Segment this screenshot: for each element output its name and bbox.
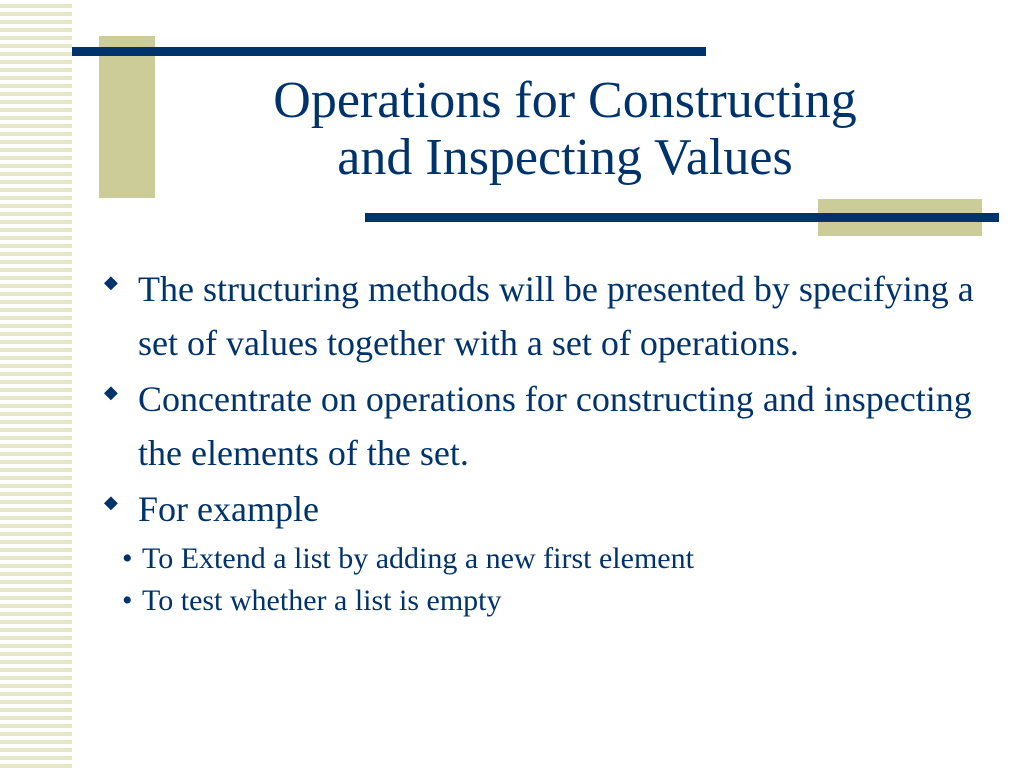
sub-bullet-item xyxy=(104,580,984,622)
bullet-text: Concentrate on operations for constructing and inspecting the elements of the set. xyxy=(138,379,972,473)
title-rule-bottom xyxy=(365,213,999,222)
sub-bullet-text: To Extend a list by adding a new first element xyxy=(142,542,694,575)
diamond-bullet-icon: ◆ xyxy=(104,382,118,402)
sub-bullet-text: To test whether a list is empty xyxy=(142,584,502,617)
tan-accent-block-left xyxy=(99,36,155,198)
striped-margin-decoration xyxy=(0,0,72,768)
bullet-item xyxy=(104,372,984,480)
slide-title-line-1: Operations for Constructing xyxy=(273,72,857,129)
diamond-bullet-icon: ◆ xyxy=(104,272,118,292)
dot-bullet-icon: • xyxy=(122,542,133,575)
bullet-text: For example xyxy=(138,489,319,529)
bullet-text: The structuring methods will be presented by specifying a set of values together with a set of operations. xyxy=(138,269,974,363)
slide-title xyxy=(180,72,950,186)
sub-bullet-item xyxy=(104,538,984,580)
dot-bullet-icon: • xyxy=(122,584,133,617)
slide-title-line-2: and Inspecting Values xyxy=(337,129,793,186)
title-rule-top xyxy=(72,47,706,56)
diamond-bullet-icon: ◆ xyxy=(104,492,118,512)
bullet-item xyxy=(104,482,984,536)
bullet-item xyxy=(104,262,984,370)
slide-body xyxy=(104,262,984,622)
